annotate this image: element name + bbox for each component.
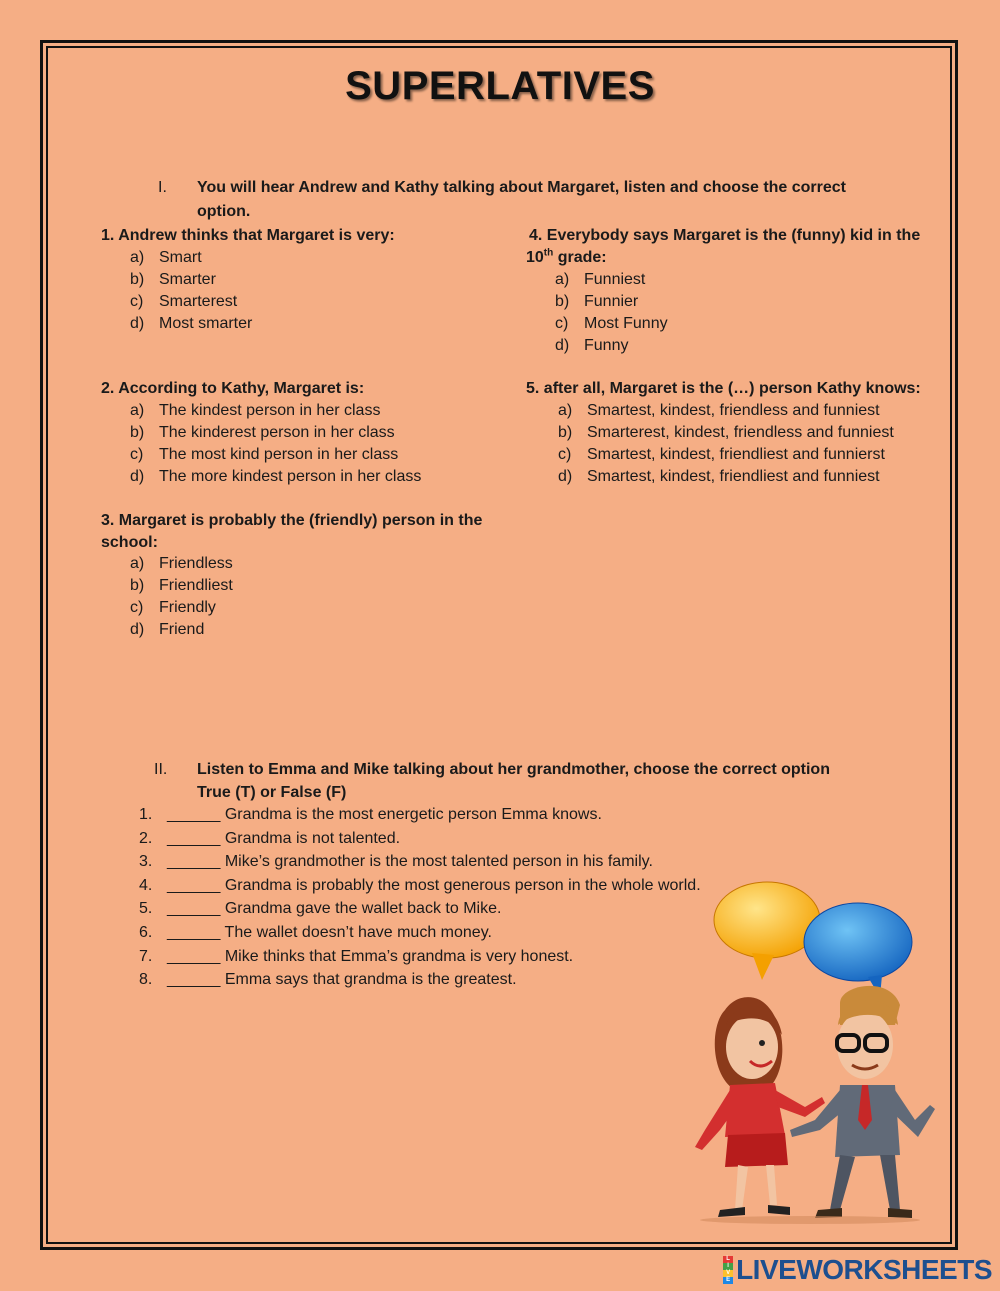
option-4-c[interactable] — [555, 313, 668, 335]
option-1-c[interactable] — [130, 291, 237, 313]
brand-text: LIVEWORKSHEETS — [736, 1254, 992, 1285]
live-letter: L — [723, 1256, 733, 1263]
option-letter: a) — [130, 402, 145, 419]
option-text: Smartest, kindest, friendliest and funniest — [587, 468, 880, 485]
tf-item-2[interactable] — [139, 830, 400, 848]
option-text: Friend — [159, 621, 205, 638]
option-letter: a) — [130, 555, 145, 572]
option-letter: c) — [130, 599, 144, 616]
tf-item-text: ______ Grandma gave the wallet back to Mike. — [167, 900, 502, 918]
option-letter: c) — [558, 446, 572, 463]
option-letter: a) — [130, 249, 145, 266]
option-text: Smartest, kindest, friendliest and funnierst — [587, 446, 885, 463]
option-2-b[interactable] — [130, 422, 395, 444]
tf-item-4[interactable] — [139, 877, 701, 895]
blue-speech-bubble-icon — [804, 903, 912, 997]
tf-item-text: ______ Grandma is not talented. — [167, 829, 401, 847]
yellow-speech-bubble-icon — [714, 882, 820, 980]
question-5: 5. after all, Margaret is the (…) person Kathy knows: — [526, 380, 921, 397]
tf-item-number: 4. — [139, 876, 153, 894]
tf-item-8[interactable] — [139, 971, 517, 989]
man-figure-icon — [790, 986, 935, 1218]
option-4-d[interactable] — [555, 335, 628, 357]
section-1-numeral: I. — [158, 179, 167, 196]
live-letter: E — [723, 1277, 733, 1284]
option-2-d[interactable] — [130, 466, 421, 488]
option-text: Funny — [584, 337, 629, 354]
tf-item-7[interactable] — [139, 948, 573, 966]
tf-item-number: 3. — [139, 853, 153, 871]
option-text: The most kind person in her class — [159, 446, 399, 463]
tf-item-number: 2. — [139, 829, 153, 847]
option-letter: d) — [130, 468, 145, 485]
tf-item-number: 1. — [139, 806, 153, 823]
section-2-instruction-line1: Listen to Emma and Mike talking about her grandmother, choose the correct option — [197, 761, 830, 778]
option-text: Funniest — [584, 271, 646, 288]
woman-figure-icon — [695, 997, 825, 1217]
option-5-a[interactable] — [558, 400, 880, 422]
tf-item-number: 8. — [139, 971, 153, 989]
tf-item-5[interactable] — [139, 900, 501, 918]
option-text: Smart — [159, 249, 202, 266]
liveworksheets-logo — [723, 1255, 992, 1285]
option-2-c[interactable] — [130, 444, 398, 466]
section-1-instruction-line1: You will hear Andrew and Kathy talking about Margaret, listen and choose the correct — [197, 179, 847, 196]
tf-item-6[interactable] — [139, 924, 492, 942]
option-letter: b) — [130, 424, 145, 441]
option-3-a[interactable] — [130, 553, 233, 575]
option-letter: b) — [555, 293, 570, 310]
question-1: 1. Andrew thinks that Margaret is very: — [101, 227, 395, 244]
option-text: Most smarter — [159, 315, 253, 332]
people-talking-illustration — [690, 875, 940, 1225]
tf-item-number: 6. — [139, 924, 153, 941]
option-text: Most Funny — [584, 315, 668, 332]
tf-item-number: 7. — [139, 947, 153, 965]
tf-item-text: ______ Mike’s grandmother is the most talented person in his family. — [167, 853, 653, 871]
option-text: Smartest, kindest, friendless and funniest — [587, 402, 880, 419]
option-4-a[interactable] — [555, 269, 645, 291]
live-letters-icon — [723, 1256, 733, 1284]
option-letter: b) — [130, 271, 145, 288]
option-text: Friendliest — [159, 577, 233, 594]
option-4-b[interactable] — [555, 291, 638, 313]
live-letter: V — [723, 1270, 733, 1277]
page-title: SUPERLATIVES — [345, 64, 655, 108]
tf-item-1[interactable] — [139, 806, 602, 824]
option-letter: c) — [130, 293, 144, 310]
option-letter: d) — [555, 337, 570, 354]
option-text: The more kindest person in her class — [159, 468, 422, 485]
option-2-a[interactable] — [130, 400, 380, 422]
option-text: The kindest person in her class — [159, 402, 381, 419]
option-3-d[interactable] — [130, 619, 204, 641]
tf-item-text: ______ Mike thinks that Emma’s grandma is very honest. — [167, 947, 574, 965]
option-5-d[interactable] — [558, 466, 880, 488]
question-4-line2: 10th grade: — [526, 247, 607, 266]
option-text: Smarter — [159, 271, 216, 288]
option-5-b[interactable] — [558, 422, 894, 444]
option-3-c[interactable] — [130, 597, 216, 619]
live-letter: I — [723, 1263, 733, 1270]
option-letter: a) — [555, 271, 570, 288]
question-4-line1: 4. Everybody says Margaret is the (funny) kid in the — [529, 227, 921, 244]
question-3-line2: school: — [101, 534, 158, 551]
option-letter: d) — [558, 468, 573, 485]
option-text: Friendless — [159, 555, 233, 572]
option-letter: d) — [130, 315, 145, 332]
option-text: The kinderest person in her class — [159, 424, 395, 441]
option-5-c[interactable] — [558, 444, 885, 466]
tf-item-text: ______ Emma says that grandma is the greatest. — [167, 971, 517, 989]
question-3-line1: 3. Margaret is probably the (friendly) person in the — [101, 512, 483, 529]
tf-item-text: ______ The wallet doesn’t have much money. — [167, 924, 492, 941]
option-letter: b) — [558, 424, 573, 441]
option-1-d[interactable] — [130, 313, 252, 335]
section-2-numeral: II. — [154, 761, 168, 778]
tf-item-number: 5. — [139, 900, 153, 918]
section-1-instruction-line2: option. — [197, 203, 251, 220]
option-text: Smarterest — [159, 293, 238, 310]
option-text: Smarterest, kindest, friendless and funniest — [587, 424, 894, 441]
option-1-a[interactable] — [130, 247, 202, 269]
question-2: 2. According to Kathy, Margaret is: — [101, 380, 365, 397]
tf-item-3[interactable] — [139, 853, 653, 871]
option-letter: c) — [555, 315, 569, 332]
tf-item-text: ______ Grandma is the most energetic person Emma knows. — [167, 806, 602, 823]
option-letter: c) — [130, 446, 144, 463]
option-letter: d) — [130, 621, 145, 638]
option-3-b[interactable] — [130, 575, 233, 597]
option-text: Friendly — [159, 599, 216, 616]
option-text: Funnier — [584, 293, 639, 310]
option-letter: b) — [130, 577, 145, 594]
section-2-instruction-line2: True (T) or False (F) — [197, 784, 347, 801]
tf-item-text: ______ Grandma is probably the most generous person in the whole world. — [167, 876, 701, 894]
option-1-b[interactable] — [130, 269, 216, 291]
option-letter: a) — [558, 402, 573, 419]
